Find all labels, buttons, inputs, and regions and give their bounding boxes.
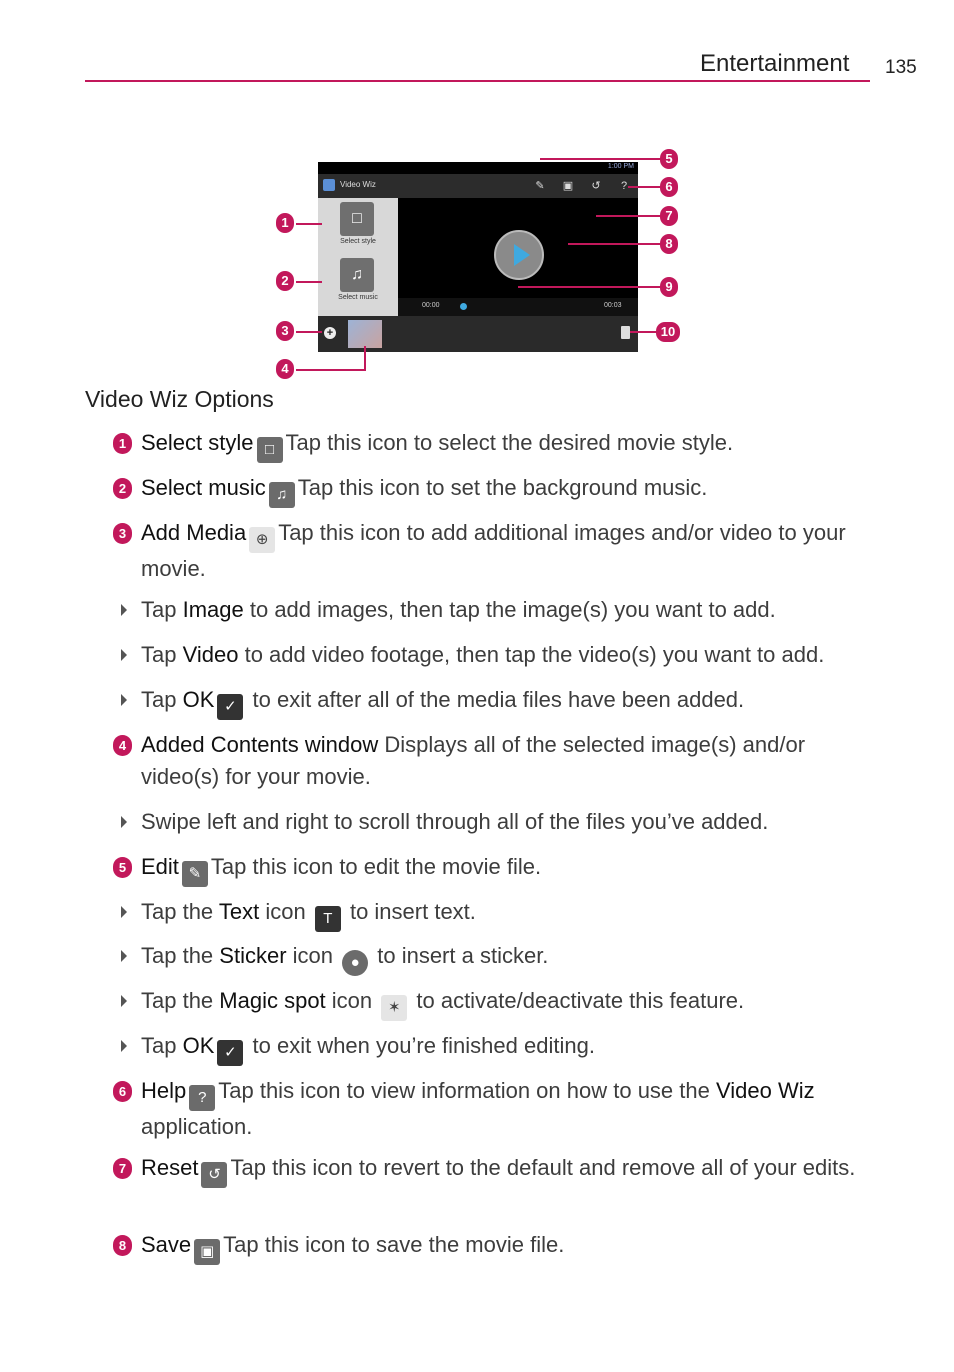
callout-line <box>630 331 656 333</box>
pencil-icon: ✎ <box>182 861 208 887</box>
bullet-text: icon <box>325 988 379 1013</box>
sticker-icon: ● <box>342 950 368 976</box>
bullet-arrow-icon <box>121 816 127 828</box>
callout-7: 7 <box>660 206 678 226</box>
callout-8: 8 <box>660 234 678 254</box>
item-help <box>141 1075 881 1143</box>
seek-knob[interactable] <box>460 303 467 310</box>
bullet-swipe <box>141 806 881 838</box>
magic-wand-icon: ✶ <box>381 995 407 1021</box>
time-start: 00:00 <box>422 302 440 309</box>
app-title: Video Wiz <box>340 180 376 189</box>
callout-line <box>296 281 322 283</box>
help-icon[interactable]: ? <box>620 180 628 192</box>
callout-3: 3 <box>276 321 294 341</box>
item-name: Save <box>141 1232 192 1257</box>
item-number: 2 <box>113 478 132 499</box>
bullet-ok-edit <box>141 1030 881 1066</box>
bullet-text: to exit when you’re finished editing. <box>246 1033 595 1058</box>
bullet-text: to activate/deactivate this feature. <box>410 988 745 1013</box>
callout-line <box>628 186 660 188</box>
bullet-text: Tap the <box>141 943 220 968</box>
bullet-text: to insert a sticker. <box>371 943 549 968</box>
item-name: Select style <box>141 430 254 455</box>
bullet-magic-spot <box>141 985 881 1021</box>
music-note-icon: ♫ <box>269 482 295 508</box>
callout-9: 9 <box>660 277 678 297</box>
select-style-icon[interactable]: □ <box>340 202 374 236</box>
status-time: 1:00 PM <box>607 163 634 170</box>
reset-icon[interactable]: ↺ <box>591 180 601 192</box>
callout-line <box>568 243 660 245</box>
item-added-contents <box>141 729 881 793</box>
callout-line <box>518 286 660 288</box>
item-text: Tap this icon to save the movie file. <box>223 1232 565 1257</box>
item-select-music <box>141 472 881 508</box>
item-number: 1 <box>113 433 132 454</box>
options-panel <box>318 198 398 316</box>
bullet-key: Sticker <box>219 943 287 968</box>
bullet-text: Tap <box>141 687 183 712</box>
bullet-arrow-icon <box>121 649 127 661</box>
item-number: 7 <box>113 1158 132 1179</box>
bullet-arrow-icon <box>121 1040 127 1052</box>
bullet-text: to insert text. <box>343 899 476 924</box>
callout-4: 4 <box>276 359 294 379</box>
bullet-text: to add images, then tap the image(s) you want to add. <box>243 597 776 622</box>
callout-10: 10 <box>656 322 680 342</box>
item-text: application. <box>141 1114 253 1139</box>
page-number: 135 <box>885 57 917 78</box>
bullet-text: icon <box>259 899 312 924</box>
header-rule <box>85 80 870 82</box>
item-number: 4 <box>113 735 132 756</box>
video-wiz-screenshot <box>318 162 638 352</box>
bullet-key: Magic spot <box>219 988 326 1013</box>
item-select-style <box>141 427 881 463</box>
callout-line <box>364 346 366 371</box>
save-icon[interactable]: ▣ <box>562 180 574 192</box>
app-icon <box>323 179 335 191</box>
item-name: Add Media <box>141 520 247 545</box>
bullet-text: icon <box>286 943 340 968</box>
item-add-media <box>141 517 881 585</box>
text-icon: T <box>315 906 341 932</box>
add-media-icon: ⊕ <box>249 527 275 553</box>
seek-bar[interactable] <box>398 298 638 316</box>
callout-6: 6 <box>660 177 678 197</box>
time-end: 00:03 <box>604 302 622 309</box>
status-bar <box>318 162 638 174</box>
item-text: Tap this icon to edit the movie file. <box>210 854 542 879</box>
add-media-icon[interactable]: + <box>324 327 336 339</box>
item-text: Tap this icon to select the desired movie style. <box>285 430 734 455</box>
callout-line <box>296 369 366 371</box>
item-key: Video Wiz <box>715 1078 815 1103</box>
callout-line <box>540 158 660 160</box>
callout-line <box>296 223 322 225</box>
save-icon: ▣ <box>194 1239 220 1265</box>
item-text: Tap this icon to set the background music. <box>297 475 708 500</box>
reset-icon: ↺ <box>201 1162 227 1188</box>
bullet-sticker <box>141 940 881 976</box>
item-name: Added Contents window <box>141 732 379 757</box>
bullet-key: Image <box>182 597 244 622</box>
item-number: 6 <box>113 1081 132 1102</box>
bullet-arrow-icon <box>121 694 127 706</box>
item-name: Reset <box>141 1155 199 1180</box>
bullet-text: Tap <box>141 642 183 667</box>
callout-2: 2 <box>276 271 294 291</box>
bullet-video <box>141 639 881 671</box>
bullet-text: to exit after all of the media files have been added. <box>246 687 745 712</box>
bullet-key: Video <box>182 642 239 667</box>
item-text: Displays all of the selected image(s) and/or video(s) for your movie. <box>141 732 806 789</box>
item-text: Tap this icon to revert to the default and remove all of your edits. <box>230 1155 856 1180</box>
bullet-key: OK <box>182 1033 215 1058</box>
bullet-key: OK <box>182 687 215 712</box>
bullet-text-icon <box>141 896 881 932</box>
item-number: 5 <box>113 857 132 878</box>
select-music-icon[interactable]: ♫ <box>340 258 374 292</box>
item-text: Tap this icon to add additional images and/or video to your movie. <box>141 520 846 581</box>
item-number: 8 <box>113 1235 132 1256</box>
trash-icon[interactable] <box>621 326 630 339</box>
item-edit <box>141 851 881 887</box>
bullet-text: Tap the <box>141 988 220 1013</box>
bullet-text: Tap <box>141 597 183 622</box>
item-name: Select music <box>141 475 266 500</box>
bullet-text: to add video footage, then tap the video(s) you want to add. <box>238 642 825 667</box>
item-reset <box>141 1152 881 1188</box>
callout-line <box>596 215 660 217</box>
added-contents-window <box>318 316 638 352</box>
bullet-arrow-icon <box>121 604 127 616</box>
callout-line <box>296 331 322 333</box>
section-title: Video Wiz Options <box>85 386 274 412</box>
select-music-label: Select music <box>338 294 378 301</box>
item-save <box>141 1229 881 1265</box>
checkmark-icon: ✓ <box>217 1040 243 1066</box>
bullet-text: Tap <box>141 1033 183 1058</box>
callout-1: 1 <box>276 213 294 233</box>
bullet-text: Swipe left and right to scroll through all of the files you’ve added. <box>141 809 769 834</box>
checkmark-icon: ✓ <box>217 694 243 720</box>
edit-icon[interactable]: ✎ <box>535 180 545 192</box>
bullet-image <box>141 594 881 626</box>
page-section-title: Entertainment <box>700 50 850 77</box>
app-bar <box>318 174 638 198</box>
bullet-ok-media <box>141 684 881 720</box>
select-style-label: Select style <box>340 238 376 245</box>
bullet-arrow-icon <box>121 950 127 962</box>
bullet-key: Text <box>218 899 260 924</box>
select-style-icon: □ <box>257 437 283 463</box>
callout-5: 5 <box>660 149 678 169</box>
media-thumbnail[interactable] <box>348 320 382 348</box>
bullet-arrow-icon <box>121 995 127 1007</box>
item-number: 3 <box>113 523 132 544</box>
play-icon[interactable] <box>494 230 544 280</box>
item-name: Edit <box>141 854 179 879</box>
bullet-arrow-icon <box>121 906 127 918</box>
bullet-text: Tap the <box>141 899 219 924</box>
item-text: Tap this icon to view information on how to use the <box>218 1078 716 1103</box>
help-icon: ? <box>189 1085 215 1111</box>
item-name: Help <box>141 1078 187 1103</box>
